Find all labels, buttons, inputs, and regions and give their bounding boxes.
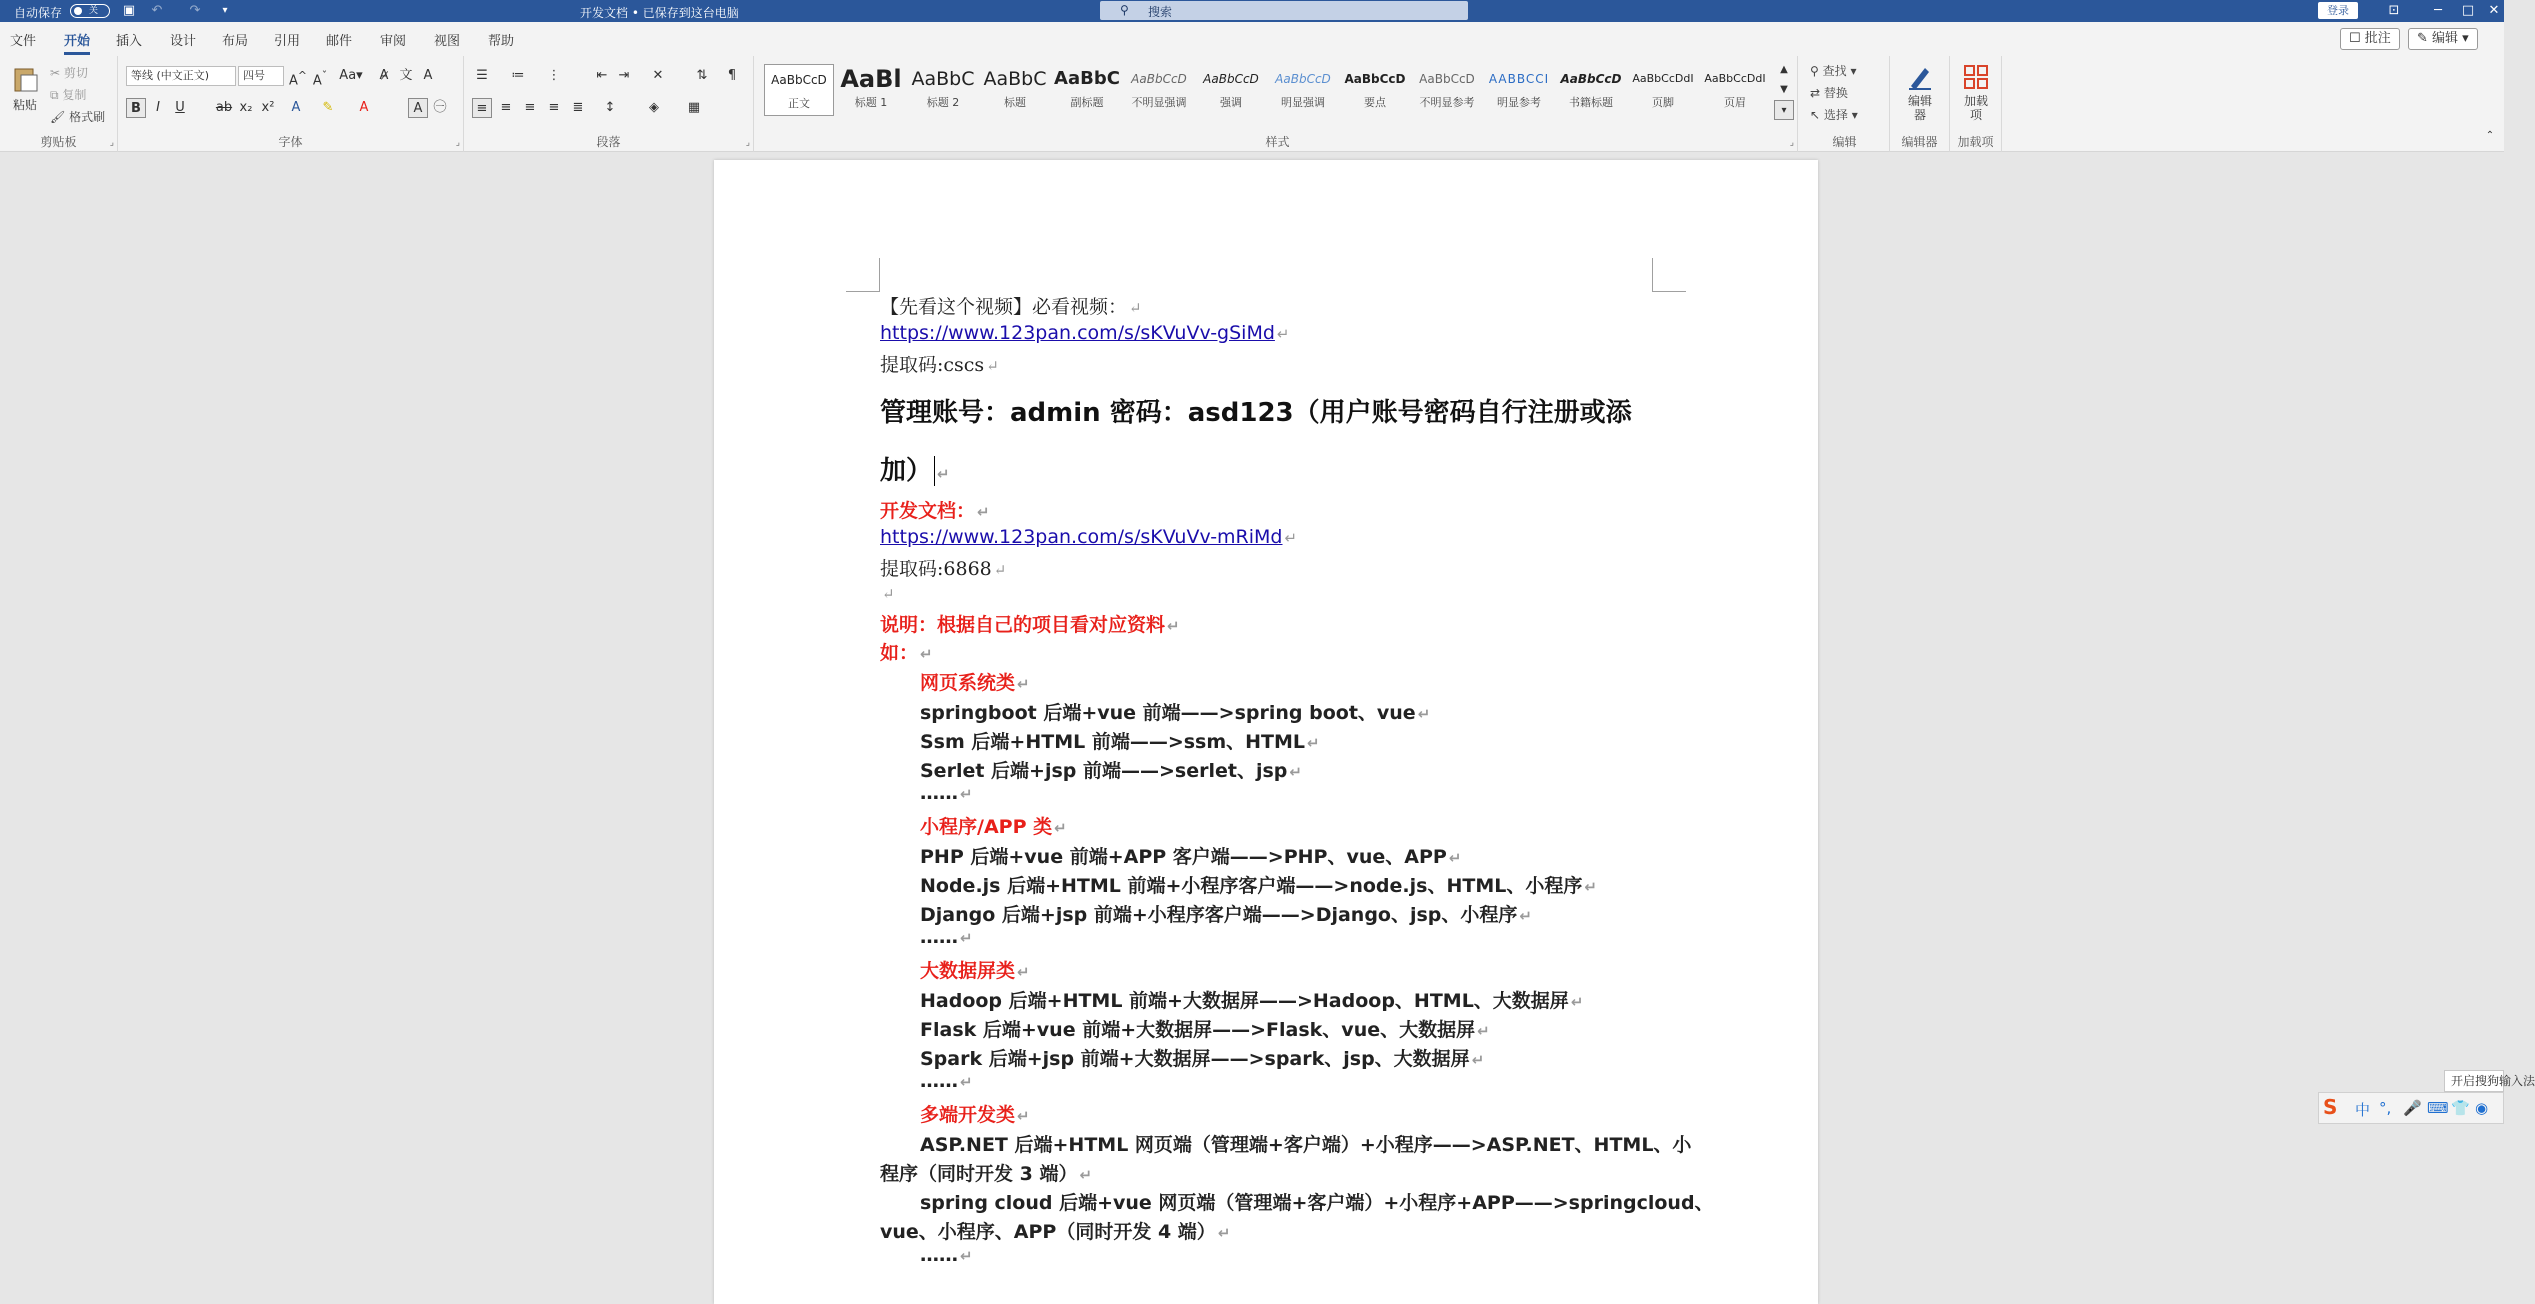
numbering-icon[interactable]: ≔	[511, 68, 525, 83]
doc-line-text: 网页系统类	[920, 672, 1016, 694]
para-mark: ↵	[1570, 993, 1584, 1011]
char-border-icon[interactable]: A	[423, 68, 433, 83]
style-sample: AaBbCcD	[1560, 72, 1622, 86]
style-sample: AaBl	[840, 65, 902, 93]
search-box[interactable]	[1100, 1, 1468, 20]
show-marks-icon[interactable]: ¶	[727, 68, 737, 83]
doc-line	[920, 1130, 1691, 1157]
doc-line	[880, 638, 933, 665]
paragraph-group-label: 段落	[596, 135, 621, 149]
doc-line	[920, 668, 1030, 695]
doc-line	[880, 322, 1289, 344]
style-name: 强调	[1220, 96, 1242, 109]
doc-line-text: 提取码:cscs	[880, 354, 985, 376]
login-button[interactable]: 登录	[2318, 2, 2358, 19]
autosave-label: 自动保存	[14, 6, 63, 20]
para-mark: ↵	[882, 585, 895, 603]
style-sample: AaBbC	[983, 68, 1047, 90]
crop-mark-left	[846, 258, 880, 292]
tab-file[interactable]: 文件	[10, 34, 37, 49]
editor-group	[1890, 56, 1950, 152]
doc-line	[880, 350, 999, 377]
style-sample: AABBCCI	[1488, 72, 1550, 86]
doc-line-text: Ssm 后端+HTML 前端——>ssm、HTML	[920, 731, 1306, 753]
minimize-icon[interactable]: ─	[2434, 3, 2442, 18]
doc-line-text: springboot 后端+vue 前端——>spring boot、vue	[920, 702, 1416, 724]
doc-line	[920, 1188, 1714, 1215]
para-mark: ↵	[1307, 734, 1320, 752]
font-group	[118, 56, 464, 152]
subscript-button[interactable]: x₂	[239, 100, 253, 115]
style-name: 要点	[1364, 96, 1386, 109]
doc-line-text: spring cloud 后端+vue 网页端（管理端+客户端）+小程序+APP——>springcloud、	[920, 1192, 1714, 1214]
style-name: 明显强调	[1281, 96, 1325, 109]
clipboard-group	[0, 56, 118, 152]
doc-line	[880, 292, 1142, 319]
styles-scroll-up-icon[interactable]: ▲	[1780, 64, 1788, 75]
clipboard-group-label: 剪贴板	[40, 135, 77, 149]
grow-font-button[interactable]: A^	[289, 69, 307, 89]
style-name: 不明显参考	[1419, 96, 1475, 109]
video-link[interactable]: https://www.123pan.com/s/sKVuVv-gSiMd	[880, 322, 1275, 344]
doc-line	[920, 926, 973, 948]
tab-review[interactable]: 审阅	[380, 34, 407, 49]
underline-button[interactable]: U	[175, 100, 185, 115]
style-sample: AaBbCcD	[1419, 72, 1475, 86]
copy-label: 复制	[62, 88, 87, 102]
line-spacing-icon[interactable]: ↕	[604, 100, 616, 115]
editing-group-label: 编辑	[1832, 135, 1857, 149]
style-name: 副标题	[1070, 96, 1104, 109]
doc-line-text: ……	[920, 782, 958, 804]
clipboard-launcher-icon[interactable]: ⌟	[109, 138, 114, 148]
doc-line-text: ……	[920, 1244, 958, 1266]
format-painter-label: 格式刷	[69, 110, 106, 124]
font-size-select[interactable]: 四号	[238, 66, 284, 86]
title-bar	[0, 0, 2504, 22]
doc-line	[920, 782, 973, 804]
close-icon[interactable]: ✕	[2488, 3, 2500, 18]
doc-line	[920, 956, 1030, 983]
chinese-layout-icon[interactable]: ✕	[652, 68, 664, 83]
doc-line	[920, 1044, 1484, 1071]
style-sample: AaBbC	[911, 68, 975, 90]
doc-line	[920, 1070, 973, 1092]
addins-group	[1950, 56, 2002, 152]
doc-line-text: Flask 后端+vue 前端+大数据屏——>Flask、vue、大数据屏	[920, 1019, 1476, 1041]
style-sample: AaBbC	[1054, 68, 1120, 89]
para-mark: ↵	[1167, 617, 1180, 635]
addins-label: 加载项	[1963, 94, 1988, 122]
save-icon[interactable]: ▣	[122, 3, 136, 18]
style-subtitle[interactable]	[1052, 64, 1122, 116]
para-mark: ↵	[1417, 705, 1431, 723]
doc-line-text: PHP 后端+vue 前端+APP 客户端——>PHP、vue、APP	[920, 846, 1447, 868]
style-intense-emphasis[interactable]	[1268, 64, 1338, 116]
ime-keyboard-icon[interactable]: ⌨	[2427, 1099, 2449, 1117]
ime-punct-icon[interactable]: °,	[2379, 1099, 2392, 1117]
para-mark: ↵	[960, 1073, 973, 1091]
style-heading-2[interactable]	[908, 64, 978, 116]
font-launcher-icon[interactable]: ⌟	[455, 138, 460, 148]
align-left-button[interactable]: ≡	[472, 98, 492, 118]
doc-line	[880, 526, 1297, 548]
paragraph-launcher-icon[interactable]: ⌟	[745, 138, 750, 148]
autosave-toggle[interactable]: 关	[70, 4, 110, 18]
text-cursor	[934, 456, 935, 486]
borders-icon[interactable]: ▦	[687, 100, 701, 115]
doc-line-text: ……	[920, 926, 958, 948]
style-sample: AaBbCcD	[1344, 72, 1406, 86]
tab-references[interactable]: 引用	[274, 34, 301, 49]
italic-button[interactable]: I	[156, 100, 160, 115]
doc-line	[920, 756, 1302, 783]
editor-button[interactable]	[1895, 62, 1945, 122]
cut-button[interactable]: ✂ 剪切	[50, 66, 88, 80]
para-mark: ↵	[1276, 325, 1290, 343]
phonetic-guide-icon[interactable]: 文	[399, 68, 413, 83]
ime-toolbox-icon[interactable]: ◉	[2475, 1099, 2489, 1117]
doc-line	[920, 986, 1583, 1013]
para-mark: ↵	[1054, 819, 1067, 837]
style-name: 标题	[1004, 96, 1026, 109]
para-mark: ↵	[977, 503, 990, 521]
style-name: 页脚	[1652, 96, 1674, 109]
find-button[interactable]: ⚲ 查找 ▾	[1810, 64, 1857, 78]
doc-line-text: 开发文档：	[880, 500, 976, 522]
font-group-label: 字体	[278, 135, 303, 149]
para-mark: ↵	[1477, 1022, 1490, 1040]
para-mark: ↵	[1289, 763, 1302, 781]
style-heading-1[interactable]	[836, 64, 906, 116]
enclose-char-icon[interactable]: ㊀	[433, 100, 447, 115]
editing-mode-label: 编辑	[2432, 31, 2459, 46]
para-mark: ↵	[1584, 878, 1597, 896]
doc-line-text: 说明：根据自己的项目看对应资料	[880, 614, 1166, 636]
cut-label: 剪切	[63, 66, 88, 80]
style-name: 页眉	[1724, 96, 1746, 109]
increase-indent-icon[interactable]: ⇥	[618, 68, 630, 83]
decrease-indent-icon[interactable]: ⇤	[596, 68, 608, 83]
ime-lang-toggle[interactable]: 中	[2355, 1101, 2371, 1119]
tab-view[interactable]: 视图	[434, 34, 461, 49]
style-strong[interactable]	[1340, 64, 1410, 116]
select-button[interactable]: ↖ 选择 ▾	[1810, 108, 1858, 122]
comments-button[interactable]: ☐ 批注	[2340, 28, 2400, 50]
strikethrough-button[interactable]: ab	[215, 100, 233, 115]
justify-button[interactable]: ≡	[548, 100, 560, 115]
doc-line-text: 【先看这个视频】必看视频：	[880, 296, 1128, 318]
doc-line	[880, 610, 1180, 637]
ribbon-tabs	[0, 22, 2504, 56]
style-intense-reference[interactable]	[1484, 64, 1554, 116]
collapse-ribbon-icon[interactable]: ⌃	[2485, 130, 2495, 141]
font-name-select[interactable]: 等线 (中文正文)	[126, 66, 236, 86]
doc-line	[880, 1217, 1230, 1244]
para-mark: ↵	[1129, 299, 1142, 317]
bullets-icon[interactable]: ☰	[476, 68, 488, 83]
paste-button[interactable]	[8, 64, 42, 113]
paragraph-group	[464, 56, 754, 152]
styles-group	[758, 56, 1798, 152]
style-normal[interactable]	[764, 64, 834, 116]
style-name: 明显参考	[1497, 96, 1541, 109]
doc-line	[880, 496, 990, 523]
undo-icon[interactable]: ↶	[151, 3, 163, 18]
doc-line	[880, 582, 895, 604]
doc-line-text: Node.js 后端+HTML 前端+小程序客户端——>node.js、HTML、小程序	[920, 875, 1583, 897]
doc-line-text: 如：	[880, 642, 919, 664]
editing-group	[1800, 56, 1890, 152]
style-sample: AaBbCcDdI	[1632, 72, 1694, 85]
doc-line-text: Spark 后端+jsp 前端+大数据屏——>spark、jsp、大数据屏	[920, 1048, 1470, 1070]
customize-toolbar-icon[interactable]: ▾	[222, 5, 228, 16]
doc-line	[920, 812, 1067, 839]
para-mark: ↵	[920, 645, 933, 663]
para-mark: ↵	[1448, 849, 1462, 867]
ime-tooltip: 开启搜狗输入法	[2444, 1070, 2504, 1092]
ribbon-display-icon[interactable]: ⊡	[2388, 3, 2400, 18]
doc-line	[920, 1100, 1030, 1127]
doc-line-text: 提取码:6868	[880, 558, 992, 580]
para-mark: ↵	[993, 561, 1007, 579]
para-mark: ↵	[937, 465, 950, 483]
style-name: 书籍标题	[1569, 96, 1613, 109]
ribbon	[0, 56, 2504, 152]
doc-line-text: vue、小程序、APP（同时开发 4 端）	[880, 1221, 1216, 1243]
superscript-button[interactable]: x²	[261, 100, 275, 115]
paste-icon	[10, 64, 40, 94]
bold-button[interactable]: B	[126, 98, 146, 118]
doc-line	[880, 554, 1006, 581]
replace-label: 替换	[1823, 86, 1848, 100]
doc-line-text: 加）	[880, 456, 933, 486]
doc-line	[920, 727, 1320, 754]
para-mark: ↵	[1017, 675, 1030, 693]
search-placeholder: 搜索	[1148, 5, 1173, 19]
addins-group-label: 加载项	[1957, 135, 1994, 149]
para-mark: ↵	[1471, 1051, 1485, 1069]
doc-line-text: Django 后端+jsp 前端+小程序客户端——>Django、jsp、小程序	[920, 904, 1518, 926]
sogou-logo-icon[interactable]: S	[2323, 1095, 2338, 1119]
ime-voice-icon[interactable]: 🎤	[2403, 1099, 2422, 1117]
styles-scroll-down-icon[interactable]: ▼	[1780, 84, 1788, 95]
para-mark: ↵	[960, 929, 973, 947]
doc-line-text: 管理账号：admin 密码：asd123（用户账号密码自行注册或添	[880, 398, 1632, 428]
style-name: 标题 1	[854, 96, 888, 109]
tab-mailings[interactable]: 邮件	[326, 34, 353, 49]
ime-toolbar[interactable]	[2318, 1092, 2504, 1124]
replace-button[interactable]: ⇄ 替换	[1810, 86, 1848, 100]
doc-line-text: Hadoop 后端+HTML 前端+大数据屏——>Hadoop、HTML、大数据屏	[920, 990, 1569, 1012]
align-center-button[interactable]: ≡	[500, 100, 512, 115]
doc-line	[920, 1244, 973, 1266]
addins-icon	[1961, 62, 1991, 92]
editor-group-label: 编辑器	[1901, 135, 1938, 149]
copy-button[interactable]: ⧉ 复制	[50, 88, 87, 102]
tab-insert[interactable]: 插入	[116, 34, 143, 49]
para-mark: ↵	[986, 357, 999, 375]
doc-line-text: 小程序/APP 类	[920, 816, 1053, 838]
doc-line	[920, 698, 1430, 725]
doc-line-text: 程序（同时开发 3 端）	[880, 1163, 1078, 1185]
style-subtle-emphasis[interactable]	[1124, 64, 1194, 116]
comments-label: 批注	[2364, 31, 2391, 46]
para-mark: ↵	[1519, 907, 1532, 925]
search-icon: ⚲	[1120, 3, 1129, 17]
align-right-button[interactable]: ≡	[524, 100, 536, 115]
redo-icon[interactable]: ↷	[189, 3, 201, 18]
style-subtle-reference[interactable]	[1412, 64, 1482, 116]
editing-mode-button[interactable]: ✎ 编辑 ▾	[2408, 28, 2478, 50]
doc-link[interactable]: https://www.123pan.com/s/sKVuVv-mRiMd	[880, 526, 1283, 548]
doc-line-text: ASP.NET 后端+HTML 网页端（管理端+客户端）+小程序——>ASP.NET、HTML、小	[920, 1134, 1692, 1156]
select-label: 选择	[1823, 108, 1848, 122]
doc-line-text: 多端开发类	[920, 1104, 1016, 1126]
crop-mark-right	[1652, 258, 1686, 292]
clear-format-icon[interactable]: A̷	[379, 68, 389, 83]
style-name: 正文	[788, 97, 810, 110]
doc-line-text: ……	[920, 1070, 958, 1092]
style-name: 标题 2	[926, 96, 960, 109]
doc-line	[880, 1159, 1092, 1186]
editor-label: 编辑器	[1907, 94, 1932, 122]
maximize-icon[interactable]: □	[2461, 3, 2475, 18]
addins-button[interactable]	[1952, 62, 2000, 122]
para-mark: ↵	[1284, 529, 1298, 547]
shrink-font-button[interactable]: $A^ˇ$	[312, 69, 328, 89]
doc-line	[880, 392, 1632, 429]
para-mark: ↵	[960, 785, 973, 803]
style-title[interactable]	[980, 64, 1050, 116]
styles-group-label: 样式	[1265, 135, 1290, 149]
style-sample: AaBbCcDdI	[1704, 72, 1766, 85]
text-effects-button[interactable]: A	[291, 100, 301, 115]
para-mark: ↵	[1017, 1107, 1030, 1125]
multilevel-list-icon[interactable]: ⋮	[547, 68, 561, 83]
change-case-button[interactable]: Aa▾	[339, 68, 363, 83]
style-sample: AaBbCcD	[1203, 72, 1259, 86]
doc-line	[920, 842, 1461, 869]
tab-help[interactable]: 帮助	[488, 34, 515, 49]
para-mark: ↵	[1079, 1166, 1093, 1184]
style-sample: AaBbCcD	[771, 73, 827, 87]
doc-line	[920, 1015, 1490, 1042]
style-sample: AaBbCcD	[1131, 72, 1187, 86]
style-name: 不明显强调	[1131, 96, 1187, 109]
para-mark: ↵	[960, 1247, 973, 1265]
tab-design[interactable]: 设计	[170, 34, 197, 49]
doc-line	[920, 871, 1597, 898]
doc-line	[880, 450, 950, 487]
para-mark: ↵	[1217, 1224, 1231, 1242]
format-painter-button[interactable]: 🖌 格式刷	[50, 110, 106, 124]
styles-launcher-icon[interactable]: ⌟	[1789, 138, 1794, 148]
doc-line	[920, 900, 1532, 927]
find-label: 查找	[1822, 64, 1847, 78]
font-color-button[interactable]: A	[359, 100, 369, 115]
para-mark: ↵	[1017, 963, 1030, 981]
distributed-button[interactable]: ≣	[572, 100, 584, 115]
styles-more-icon[interactable]: ▾	[1774, 100, 1794, 120]
shading-icon[interactable]: ◈	[649, 100, 659, 115]
ime-skin-icon[interactable]: 👕	[2451, 1099, 2470, 1117]
doc-line-text: Serlet 后端+jsp 前端——>serlet、jsp	[920, 760, 1288, 782]
style-book-title[interactable]	[1556, 64, 1626, 116]
style-sample: AaBbCcD	[1275, 72, 1331, 86]
document-title[interactable]: 开发文档 • 已保存到这台电脑	[580, 6, 739, 20]
doc-line-text: 大数据屏类	[920, 960, 1016, 982]
style-emphasis[interactable]	[1196, 64, 1266, 116]
sort-icon[interactable]: ⇅	[696, 68, 708, 83]
tab-home[interactable]: 开始	[64, 30, 90, 55]
highlight-button[interactable]: ✎	[322, 100, 334, 115]
char-shading-icon[interactable]: A	[408, 98, 428, 118]
style-header[interactable]	[1700, 64, 1770, 116]
tab-layout[interactable]: 布局	[222, 34, 249, 49]
paste-label: 粘贴	[12, 98, 37, 112]
editor-icon	[1905, 62, 1935, 92]
style-footer[interactable]	[1628, 64, 1698, 116]
